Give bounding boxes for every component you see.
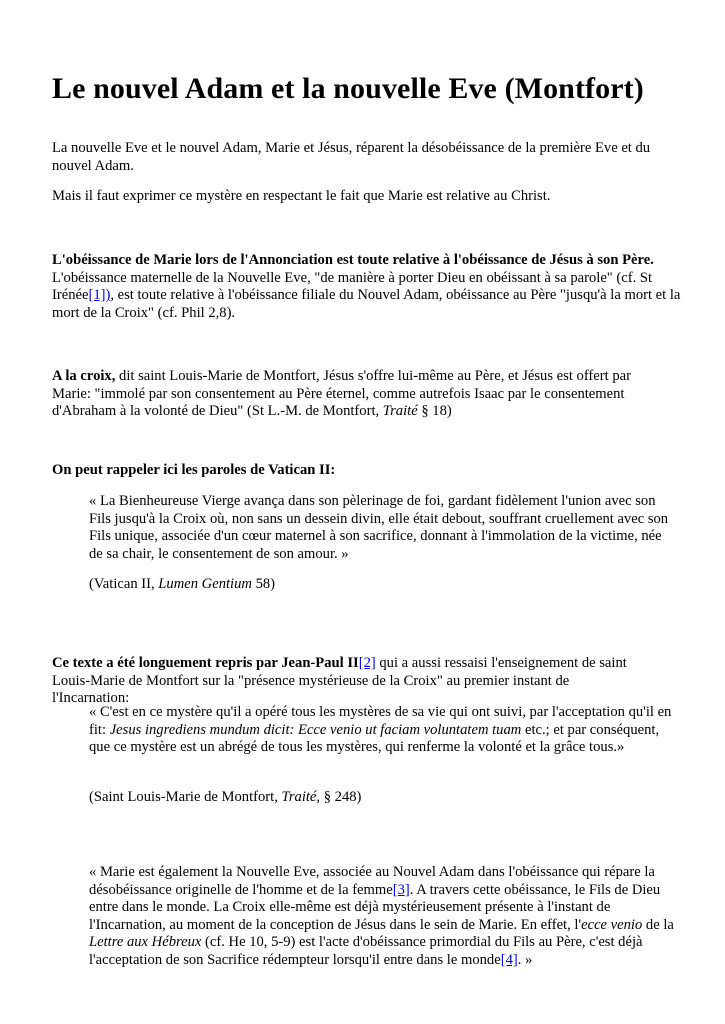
- vatican-cite-b: 58): [251, 576, 276, 592]
- croix-lead: A la croix,: [52, 368, 116, 384]
- nouvelle-eve-text-b: . A travers cette obéissance, le Fils de Dieu entre dans le monde. La Croix elle-même est déjà mystérieusement présente à l'instant de l'Incarnation, au moment de la conception de Jésus dans le sein de Marie. En effet, l': [89, 881, 661, 933]
- montfort-quote: [89, 704, 681, 757]
- vatican-cite-title: Lumen Gentium: [158, 576, 252, 592]
- jean-paul-text: qui a aussi ressaisi l'enseignement de saint Louis-Marie de Montfort sur la "présence mystérieuse de la Croix" au premier instant de l'Incarnation:: [52, 655, 627, 707]
- annonciation-heading: L'obéissance de Marie lors de l'Annonciation est toute relative à l'obéissance de Jésus à son Père.: [52, 252, 654, 268]
- intro-block: [52, 140, 677, 175]
- montfort-cite-b: § 248): [320, 789, 362, 805]
- croix-paragraph: [52, 368, 664, 421]
- vatican-heading-paragraph: [52, 462, 677, 480]
- croix-text-a: dit saint Louis-Marie de Montfort, Jésus s'offre lui-même au Père, et Jésus est offert par Marie: "immolé par son consentement au Père éternel, comme autrefois Isaac par le consentement d'Abraham à la volonté de Dieu" (St L.-M. de Montfort,: [52, 368, 631, 420]
- section-vatican: [52, 462, 677, 480]
- nouvelle-eve-quote: [89, 864, 679, 970]
- section-annonciation: [52, 252, 682, 322]
- section-jean-paul: [52, 655, 646, 708]
- nouvelle-eve-ecce: ecce venio: [581, 916, 643, 933]
- intro-block-2: [52, 188, 677, 206]
- page-title: Le nouvel Adam et la nouvelle Eve (Montfort): [52, 72, 644, 105]
- annonciation-text-b: , est toute relative à l'obéissance filiale du Nouvel Adam, obéissance au Père "jusqu'à la mort et la mort de la Croix" (cf. Phil 2,8).: [52, 287, 681, 321]
- footnote-link-1[interactable]: [1]): [88, 287, 111, 304]
- croix-traite: Traité: [382, 403, 418, 420]
- vatican-citation: [89, 576, 677, 594]
- vatican-quote-block: [89, 493, 677, 563]
- montfort-cite-title: Traité,: [281, 789, 321, 805]
- nouvelle-eve-text-a: « Marie est également la Nouvelle Eve, associée au Nouvel Adam dans l'obéissance qui répare la désobéissance originelle de l'homme et de la femme: [89, 864, 655, 898]
- footnote-link-4[interactable]: [4]: [500, 951, 518, 968]
- montfort-citation: [89, 789, 677, 807]
- intro-paragraph-1: La nouvelle Eve et le nouvel Adam, Marie et Jésus, réparent la désobéissance de la première Eve et du nouvel Adam.: [52, 140, 651, 174]
- vatican-citation-block: [89, 576, 677, 594]
- section-nouvelle-eve-quote: [89, 864, 679, 970]
- montfort-quote-block: [89, 704, 681, 757]
- jean-paul-lead: Ce texte a été longuement repris par Jean-Paul II: [52, 655, 359, 671]
- annonciation-paragraph: [52, 252, 682, 322]
- section-croix: [52, 368, 664, 421]
- intro-paragraph-2: Mais il faut exprimer ce mystère en respectant le fait que Marie est relative au Christ.: [52, 188, 551, 204]
- footnote-link-2[interactable]: [2]: [358, 655, 376, 671]
- croix-text-b: § 18): [417, 403, 452, 420]
- nouvelle-eve-text-e: . »: [517, 951, 533, 968]
- montfort-quote-a: « C'est en ce mystère qu'il a opéré tous les mystères de sa vie qui ont suivi, par l'acceptation qu'il en fit:: [89, 704, 672, 738]
- nouvelle-eve-lettre: Lettre aux Hébreux: [89, 934, 202, 951]
- montfort-cite-a: (Saint Louis-Marie de Montfort,: [89, 789, 282, 805]
- jean-paul-paragraph: [52, 655, 646, 708]
- vatican-cite-a: (Vatican II,: [89, 576, 159, 592]
- footnote-link-3[interactable]: [3]: [392, 881, 410, 898]
- nouvelle-eve-text-d: (cf. He 10, 5-9) est l'acte d'obéissance primordial du Fils au Père, c'est déjà l'acceptation de son Sacrifice rédempteur lorsqu'il entre dans le monde: [89, 934, 643, 968]
- montfort-citation-block: [89, 789, 677, 807]
- annonciation-text-a: L'obéissance maternelle de la Nouvelle Eve, "de manière à porter Dieu en obéissant à sa parole" (cf. St Irénée: [52, 269, 653, 304]
- vatican-heading: On peut rappeler ici les paroles de Vatican II:: [52, 462, 336, 478]
- nouvelle-eve-text-c: de la: [642, 916, 674, 933]
- montfort-quote-b: etc.; et par conséquent, que ce mystère est un abrégé de tous les mystères, qui renferme la volonté et la grâce tous.»: [89, 721, 660, 756]
- montfort-quote-latin: Jesus ingrediens mundum dicit: Ecce venio ut faciam voluntatem tuam: [109, 721, 522, 738]
- vatican-quote: « La Bienheureuse Vierge avança dans son pèlerinage de foi, gardant fidèlement l'union avec son Fils jusqu'à la Croix où, non sans un dessein divin, elle était debout, souffrant cruellement avec son Fils unique, associée d'un cœur maternel à son sacrifice, donnant à l'immolation de la victime, née de sa chair, le consentement de son amour. »: [89, 493, 669, 562]
